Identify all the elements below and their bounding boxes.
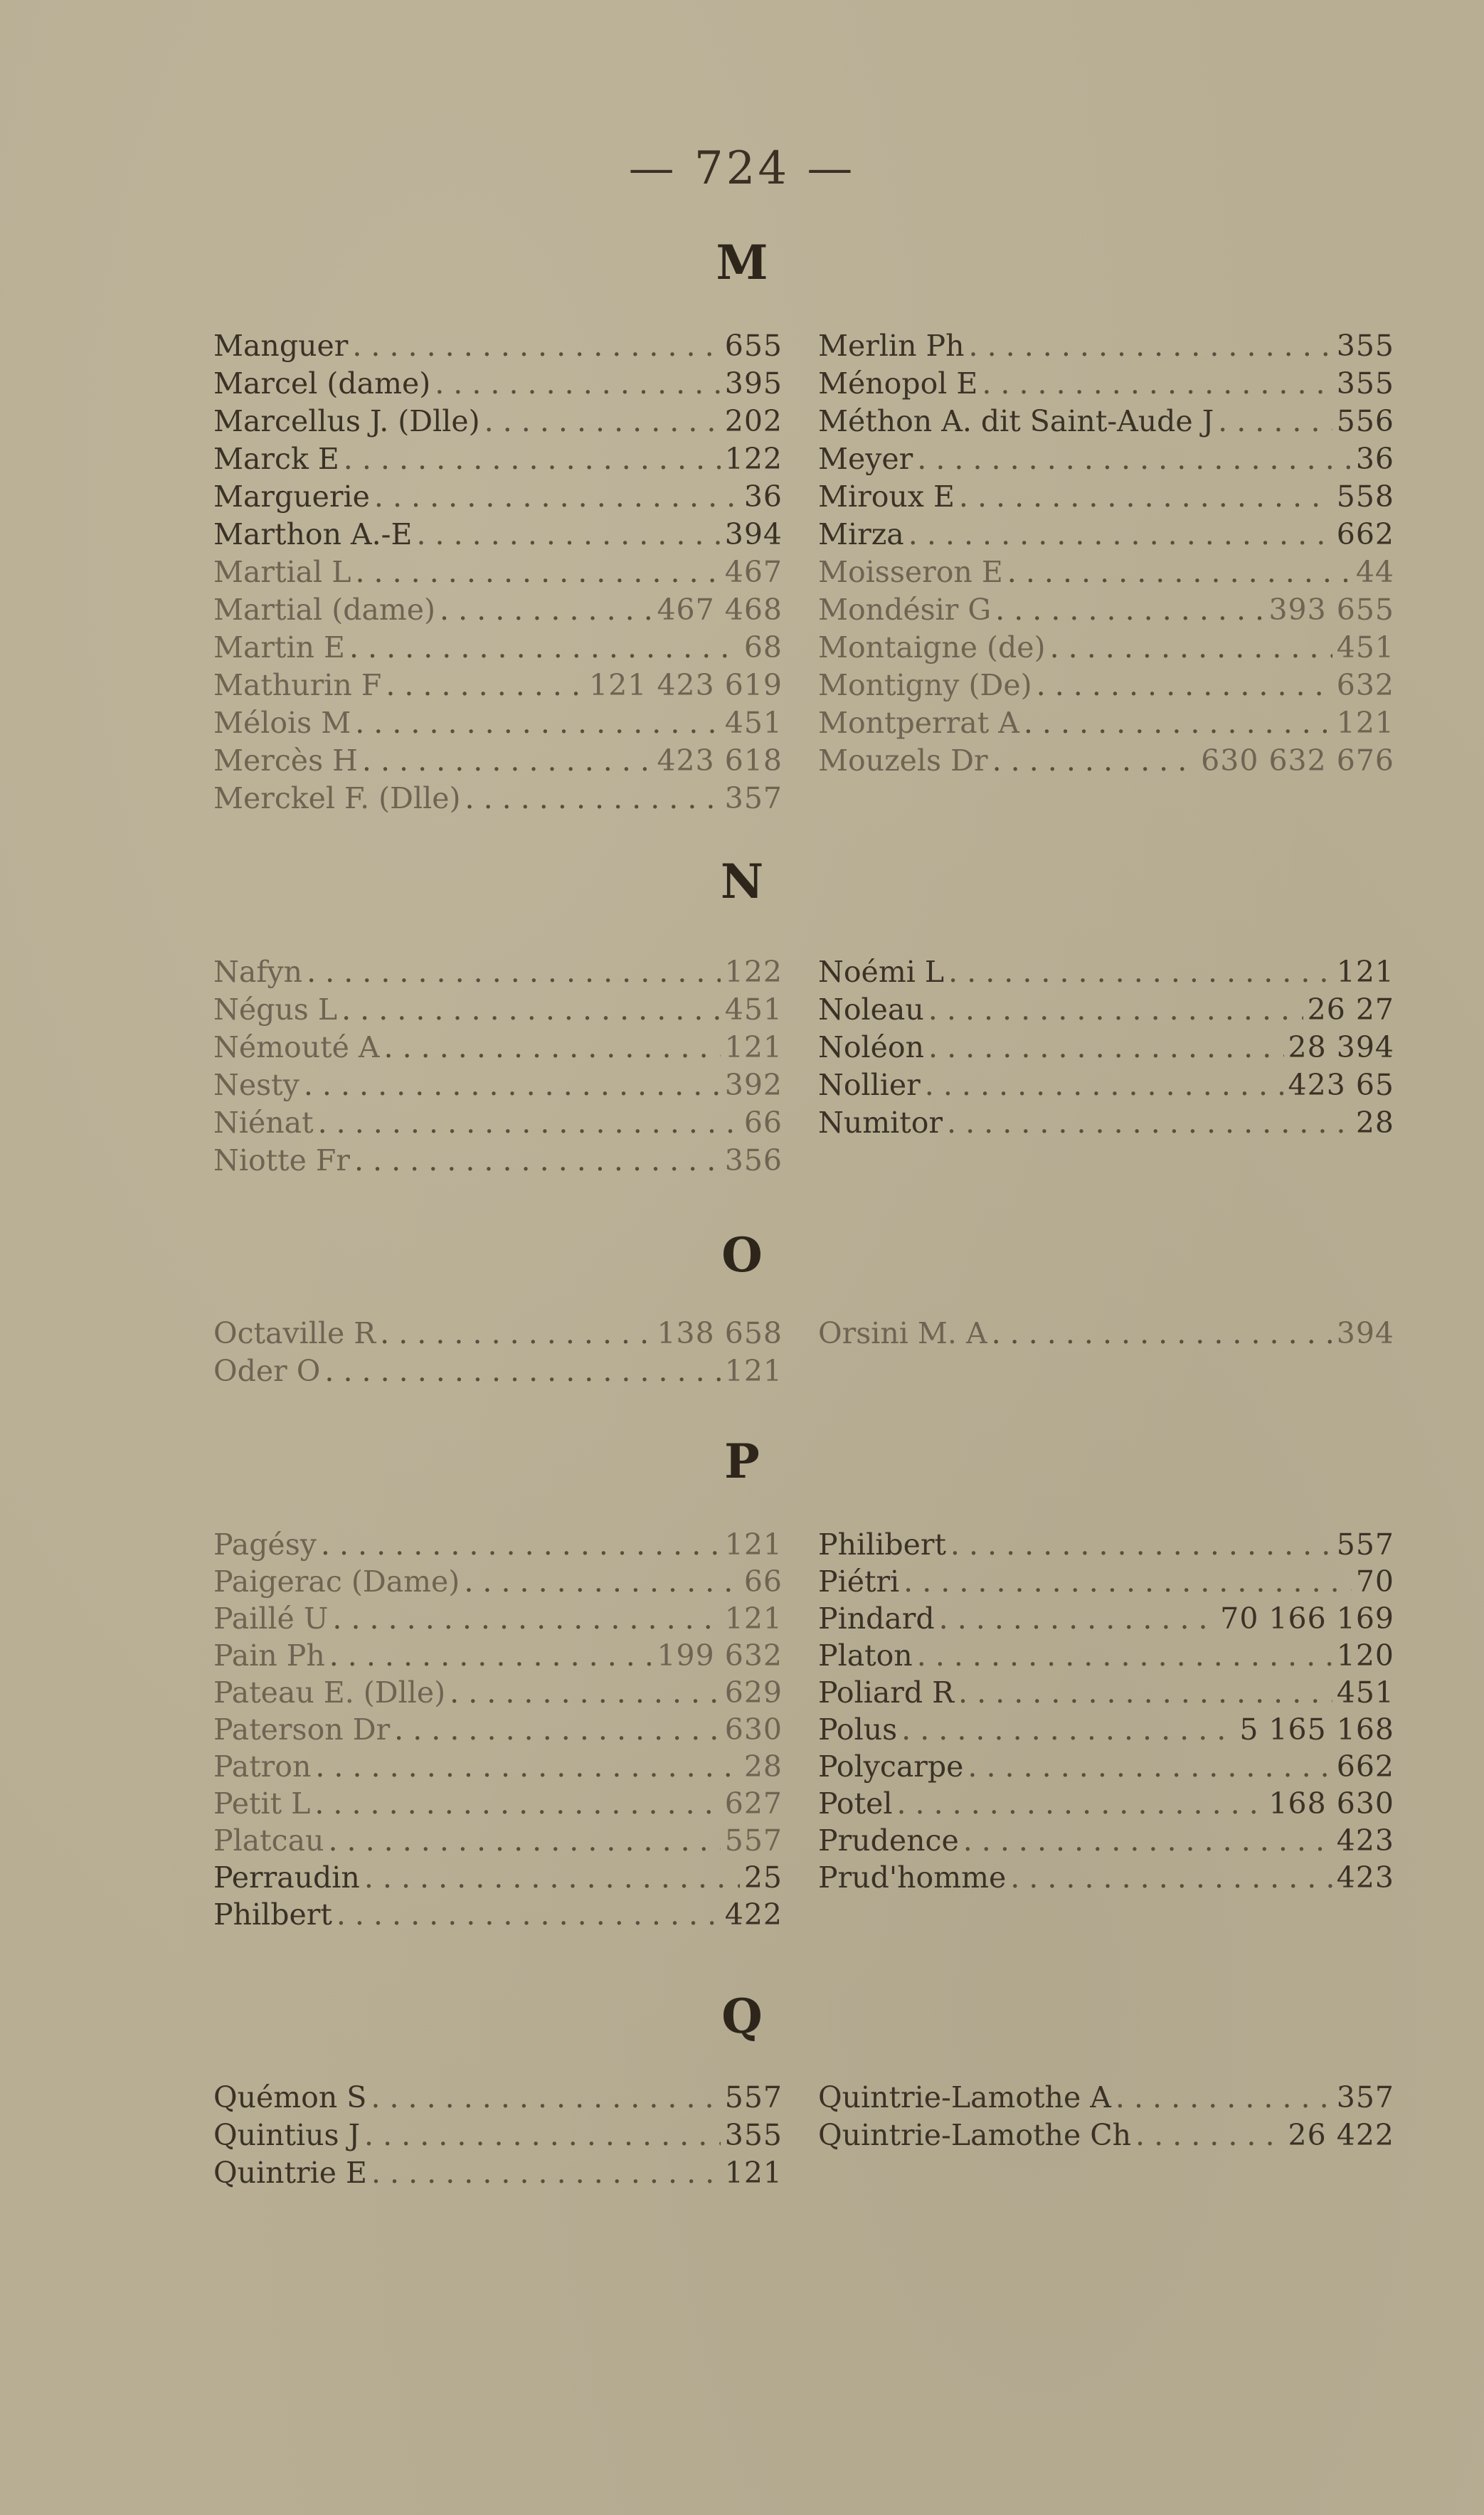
index-entry: Poliard R . . . 451 [818,1674,1394,1711]
index-entry: Nesty . . . 392 [213,1066,783,1103]
index-entry: Miroux E . . . 558 [818,478,1394,515]
index-entry: Orsini M. A . . . 394 [818,1315,1394,1352]
index-entry: Niotte Fr . . . 356 [213,1142,783,1179]
index-entry: Paterson Dr . . . 630 [213,1711,783,1748]
index-entry: Quintrie E . . . 121 [213,2154,783,2191]
index-entry: Montigny (De) . . . 632 [818,667,1394,704]
index-entry: Pain Ph . . . 199 632 [213,1637,783,1674]
index-entry: Manguer . . . 655 [213,327,783,364]
index-entry: Patron . . . 28 [213,1748,783,1785]
index-entry: Marthon A.-E . . . 394 [213,516,783,553]
index-entry: Martial (dame) . . . 467 468 [213,591,783,628]
index-entry: Marcellus J. (Dlle) . . . 202 [213,403,783,440]
index-entry: Pagésy . . . 121 [213,1526,783,1563]
index-entry: Noléon . . . 28 394 [818,1029,1394,1066]
index-entry: Merlin Ph . . . 355 [818,327,1394,364]
index-entry: Méthon A. dit Saint-Aude J . . . 556 [818,403,1394,440]
index-entry: Martial L . . . 467 [213,554,783,591]
section-letter-p: P [724,1434,760,1489]
index-entry: Mirza . . . 662 [818,516,1394,553]
index-entry: Paigerac (Dame) . . . 66 [213,1563,783,1600]
index-entry: Octaville R . . . 138 658 [213,1315,783,1352]
index-entry: Martin E . . . 68 [213,629,783,666]
index-entry: Oder O . . . 121 [213,1352,783,1389]
index-entry: Quintius J . . . 355 [213,2117,783,2154]
index-entry: Meyer . . . 36 [818,440,1394,477]
index-entry: Prud'homme . . . 423 [818,1859,1394,1896]
index-entry: Platon . . . 120 [818,1637,1394,1674]
index-entry: Noleau . . . 26 27 [818,991,1394,1028]
section-letter-o: O [721,1227,763,1283]
index-entry: Marcel (dame) . . . 395 [213,365,783,402]
index-entry: Pindard . . . 70 166 169 [818,1600,1394,1637]
index-entry: Némouté A . . . 121 [213,1029,783,1066]
index-entry: Pateau E. (Dlle) . . . 629 [213,1674,783,1711]
index-entry: Prudence . . . 423 [818,1822,1394,1859]
index-entry: Mélois M . . . 451 [213,704,783,741]
index-entry: Potel . . . 168 630 [818,1785,1394,1822]
index-entry: Philibert . . . 557 [818,1526,1394,1563]
index-entry: Quintrie-Lamothe A . . . 357 [818,2079,1394,2116]
index-entry: Mercès H . . . 423 618 [213,742,783,779]
index-entry: Quintrie-Lamothe Ch . . . 26 422 [818,2117,1394,2154]
index-entry: Nafyn . . . 122 [213,953,783,990]
index-entry: Quémon S . . . 557 [213,2079,783,2116]
index-entry: Mondésir G . . . 393 655 [818,591,1394,628]
index-entry: Montaigne (de) . . . 451 [818,629,1394,666]
section-letter-q: Q [721,1989,763,2044]
index-entry: Polycarpe . . . 662 [818,1748,1394,1785]
index-entry: Merckel F. (Dlle) . . . 357 [213,780,783,817]
index-entry: Négus L . . . 451 [213,991,783,1028]
index-entry: Petit L . . . 627 [213,1785,783,1822]
index-entry: Mathurin F . . . 121 423 619 [213,667,783,704]
section-letter-n: N [720,854,764,909]
index-entry: Paillé U . . . 121 [213,1600,783,1637]
index-entry: Marguerie . . . 36 [213,478,783,515]
index-entry: Moisseron E . . . 44 [818,554,1394,591]
page-number: — 724 — [628,142,856,195]
index-entry: Montperrat A . . . 121 [818,704,1394,741]
index-entry: Perraudin . . . 25 [213,1859,783,1896]
index-entry: Mouzels Dr . . . 630 632 676 [818,742,1394,779]
index-entry: Noémi L . . . 121 [818,953,1394,990]
index-entry: Ménopol E . . . 355 [818,365,1394,402]
index-entry: Platcau . . . 557 [213,1822,783,1859]
index-entry: Marck E . . . 122 [213,440,783,477]
index-entry: Niénat . . . 66 [213,1104,783,1141]
index-entry: Nollier . . . 423 65 [818,1066,1394,1103]
section-letter-m: M [716,235,768,290]
index-entry: Piétri . . . 70 [818,1563,1394,1600]
index-entry: Philbert . . . 422 [213,1896,783,1933]
index-entry: Polus . . . 5 165 168 [818,1711,1394,1748]
index-entry: Numitor . . . 28 [818,1104,1394,1141]
